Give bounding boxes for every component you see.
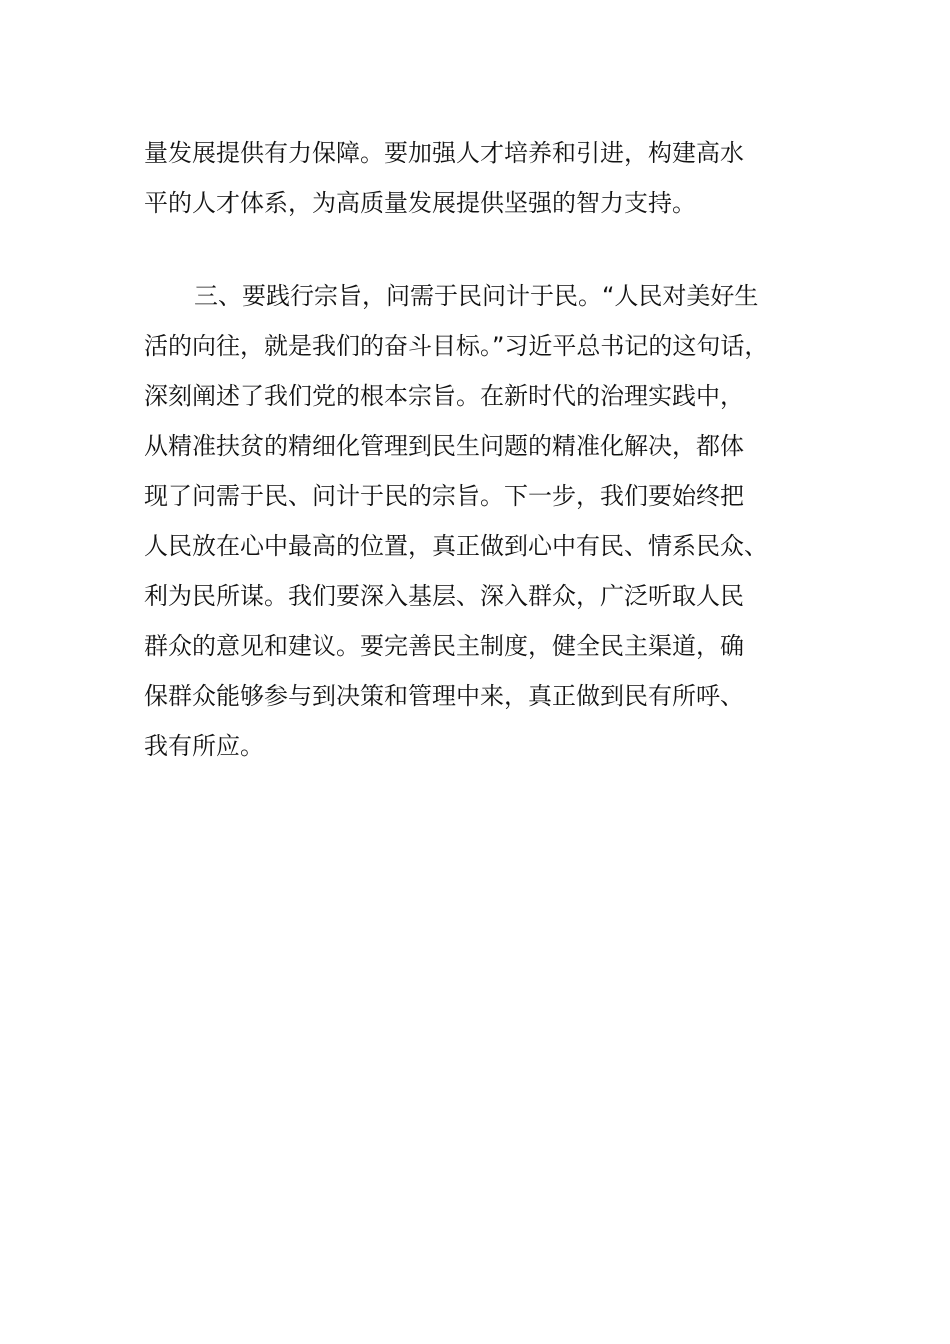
text-line: 量发展提供有力保障。要加强人才培养和引进，构建高水 [144,139,744,167]
text-line: 保群众能够参与到决策和管理中来，真正做到民有所呼、 [144,682,744,710]
text-line: 人民放在心中最高的位置，真正做到心中有民、情系民众、 [144,532,768,560]
text-line: 群众的意见和建议。要完善民主制度，健全民主渠道，确 [144,632,744,660]
text-line: 深刻阐述了我们党的根本宗旨。在新时代的治理实践中， [144,382,744,410]
text-line: 活的向往，就是我们的奋斗目标。”习近平总书记的这句话， [144,332,769,360]
document-body [144,128,844,771]
text-line: 我有所应。 [144,732,264,760]
text-line: 利为民所谋。我们要深入基层、深入群众，广泛听取人民 [144,582,744,610]
text-line: 从精准扶贫的精细化管理到民生问题的精准化解决，都体 [144,432,744,460]
paragraph-section-three [144,271,844,771]
text-line: 平的人才体系，为高质量发展提供坚强的智力支持。 [144,189,696,217]
paragraph-continuation [144,128,844,228]
text-line: 现了问需于民、问计于民的宗旨。下一步，我们要始终把 [144,482,744,510]
text-line: 三、要践行宗旨，问需于民问计于民。“人民对美好生 [194,282,759,310]
